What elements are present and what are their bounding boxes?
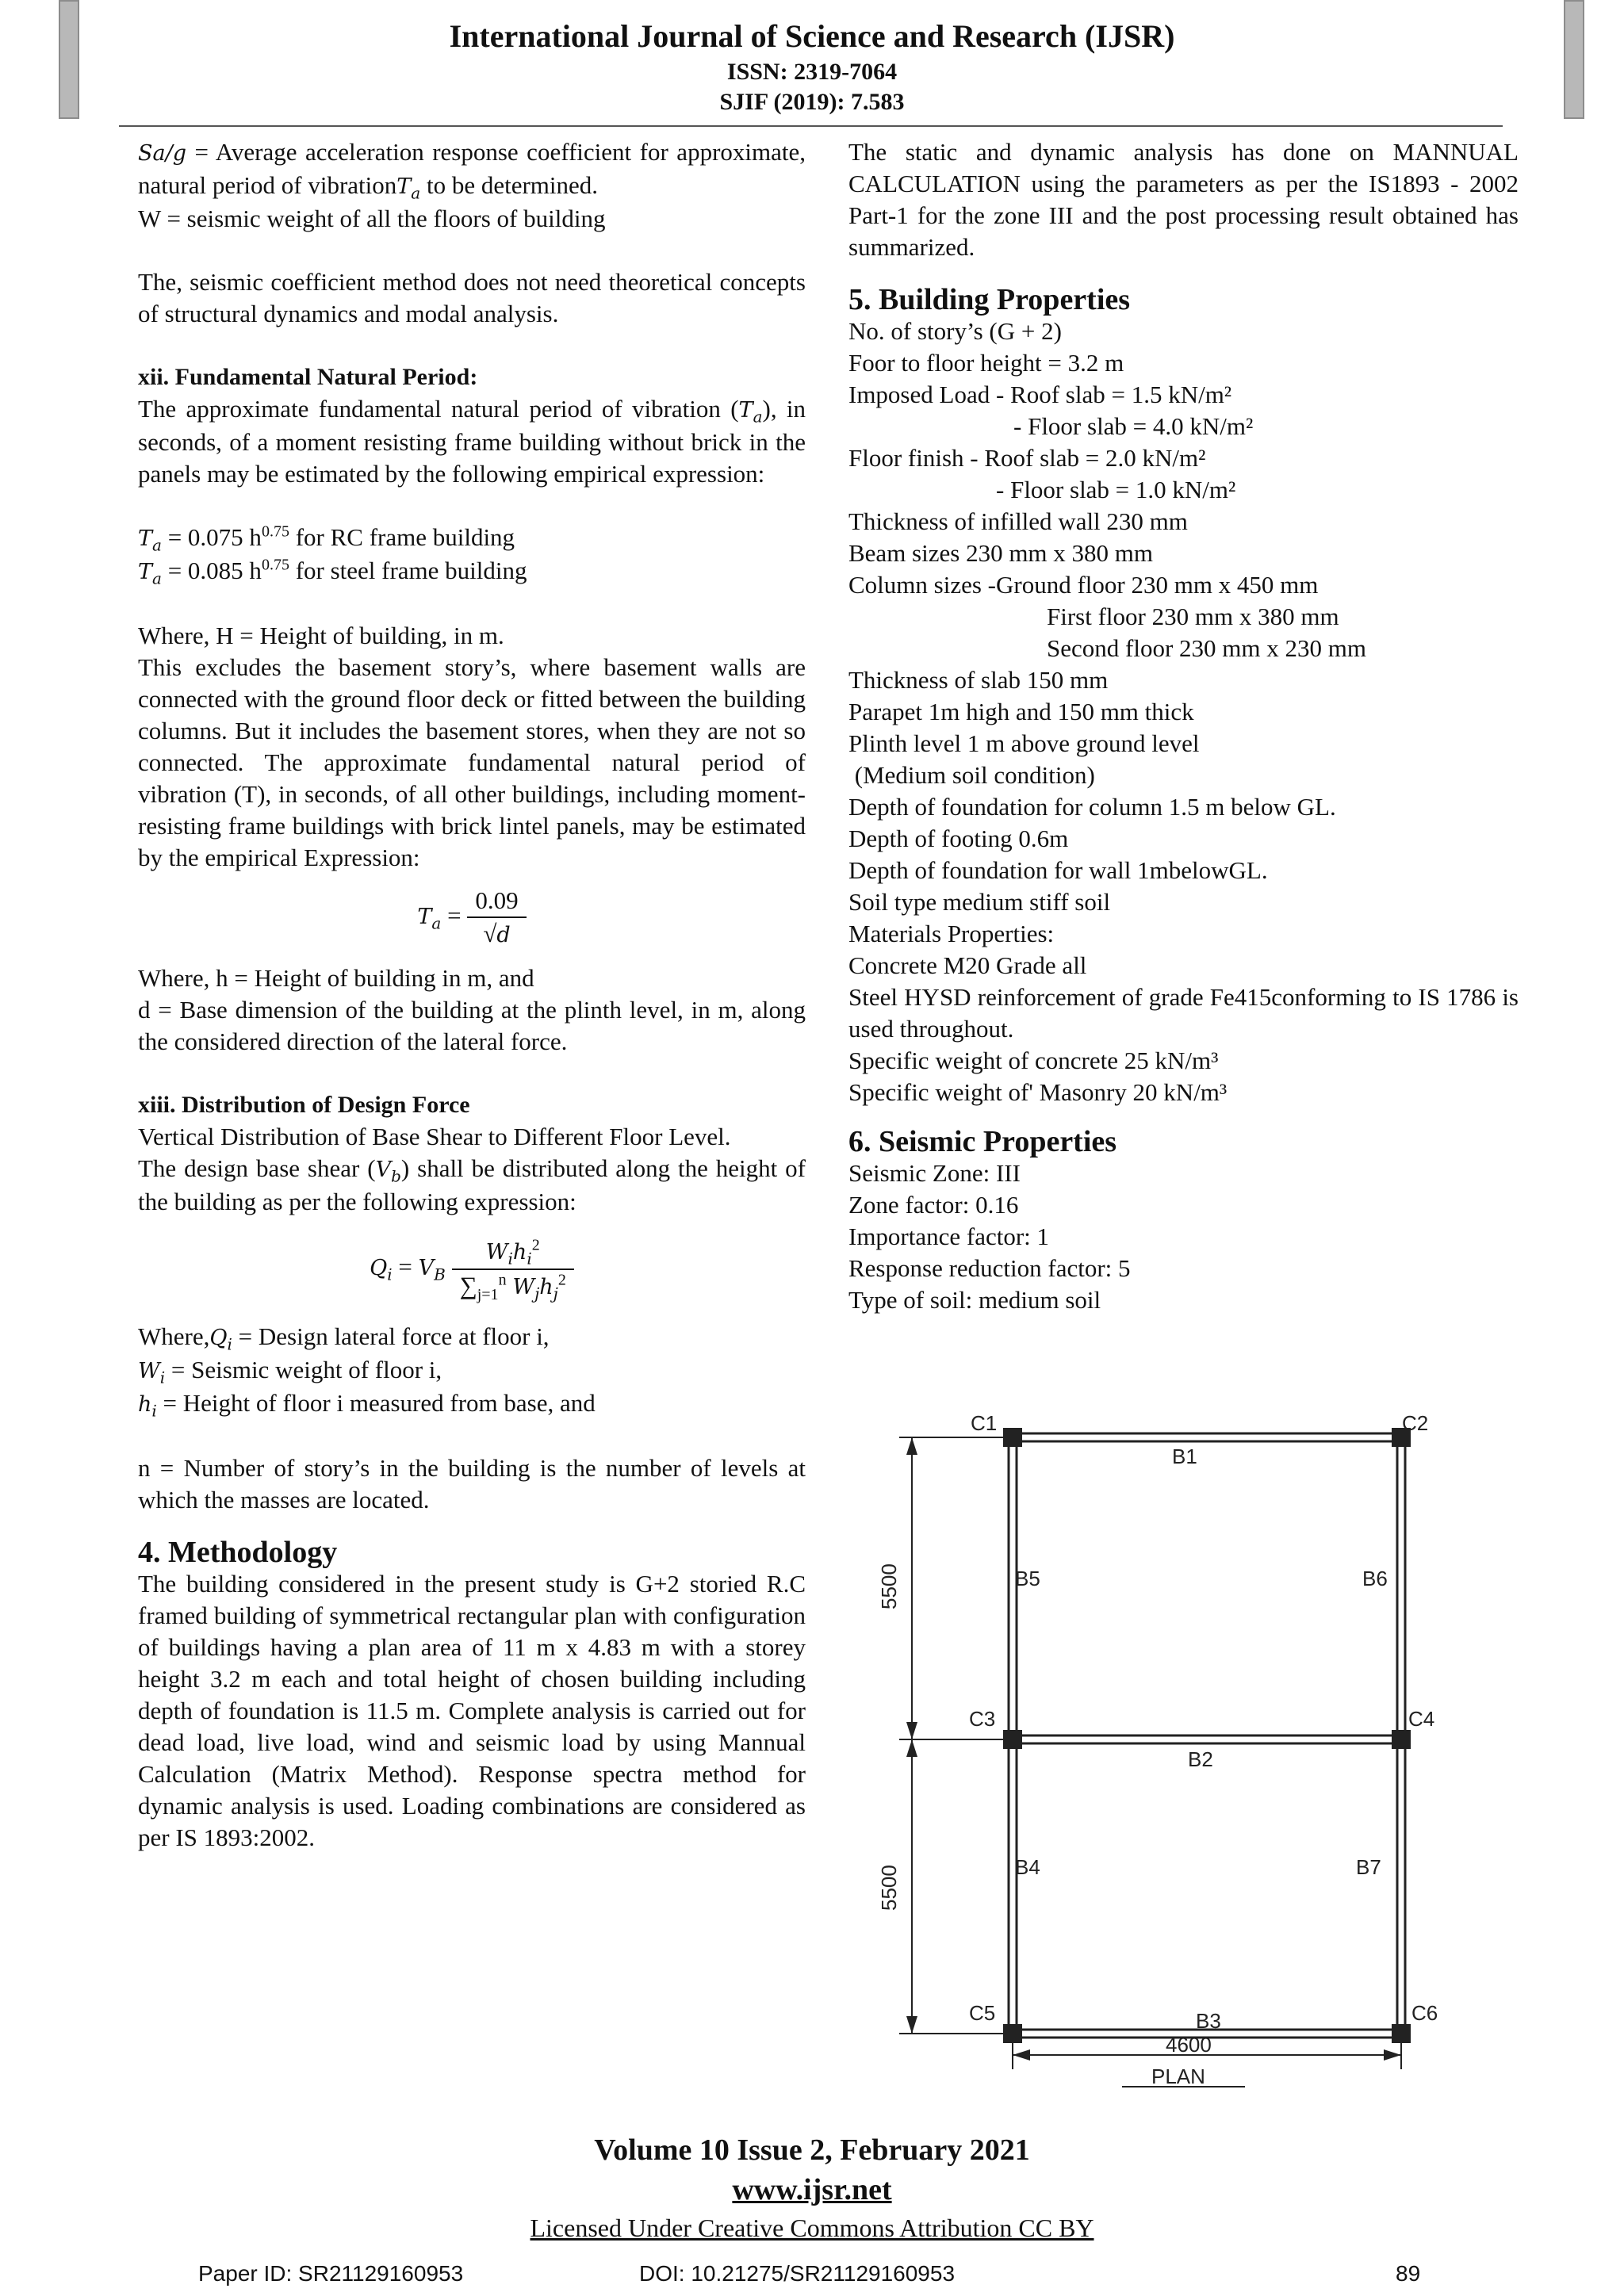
formula-ta-sqrt: $T_a$ = $\frac{0.09}{√d}$ [138,885,806,951]
footer-paper-id: Paper ID: SR21129160953 [198,2261,464,2286]
label-plan-caption: PLAN [1151,2064,1205,2088]
xiii-paragraph: The design base shear $(V_b)$ shall be distributed along the height of the building as per the following expression: [138,1154,806,1215]
label-c3: C3 [969,1707,996,1731]
subheading-xii: xii. Fundamental Natural Period: [138,364,478,390]
column-c5 [1003,2024,1022,2043]
intro-paragraph: The static and dynamic analysis has done on MANNUAL CALCULATION using the parameters as per the IS1893 - 2002 Part-1 for the zone III and the post processing result obtained has summarized. [848,138,1519,261]
prop-line: - Floor slab = 4.0 kN/m² [1013,412,1254,440]
where-wi: $W_i$ = Seismic weight of floor i, [138,1356,442,1387]
sag-definition: Sa/g = Average acceleration response coefficient for approximate, natural period of vibrationT$_a$ to be determined. [138,138,806,203]
prop-line: Thickness of infilled wall 230 mm [848,507,1188,535]
label-c2: C2 [1402,1411,1429,1435]
right-column [848,136,1519,1316]
prop-line: Imposed Load - Roof slab = 1.5 kN/m² [848,381,1232,408]
arrow-head [906,2016,917,2034]
column-c3 [1003,1730,1022,1749]
footer-site[interactable]: www.ijsr.net [732,2173,892,2206]
prop-line: Concrete M20 Grade all [848,951,1087,979]
d-definition: d = Base dimension of the building at the plinth level, in m, along the considered direction of the lateral force. [138,996,806,1055]
column-c1 [1003,1428,1022,1447]
prop-line: Depth of foundation for wall 1mbelowGL. [848,856,1268,884]
label-c1: C1 [971,1411,998,1435]
subheading-xiii: xiii. Distribution of Design Force [138,1092,470,1118]
label-span-upper: 5500 [877,1563,901,1609]
xii-paragraph: The approximate fundamental natural period of vibration $(T_a)$, in seconds, of a moment resisting frame building without brick in the panels may be estimated by the following empirical expression: [138,395,806,488]
footer-doi: DOI: 10.21275/SR21129160953 [639,2261,956,2286]
label-b7: B7 [1356,1855,1381,1879]
header-rule [119,125,1503,127]
issn: ISSN: 2319-7064 [726,59,898,85]
formula-steel: $T_a = 0.085$ $h^{0.75}$ for steel frame building [138,556,527,588]
prop-line: Specific weight of' Masonry 20 kN/m³ [848,1078,1228,1106]
prop-line: Second floor 230 mm x 230 mm [1047,634,1366,662]
building-properties-list [848,316,1519,1108]
label-span-lower: 5500 [877,1865,901,1911]
prop-line: Soil type medium stiff soil [848,888,1111,916]
prop-line: Specific weight of concrete 25 kN/m³ [848,1047,1219,1074]
column-c6 [1392,2024,1411,2043]
seismic-line: Zone factor: 0.16 [848,1191,1019,1219]
building-plan-drawing [877,1411,1491,2101]
prop-line: Depth of footing 0.6m [848,825,1069,852]
label-c4: C4 [1408,1707,1435,1731]
prop-line: Beam sizes 230 mm x 380 mm [848,539,1154,567]
n-definition: n = Number of story’s in the building is the number of levels at which the masses are located. [138,1454,806,1513]
coefficient-paragraph: The, seismic coefficient method does not need theoretical concepts of structural dynamics and modal analysis. [138,268,806,327]
label-c5: C5 [969,2001,996,2025]
label-b1: B1 [1172,1445,1197,1468]
prop-line: Floor finish - Roof slab = 2.0 kN/m² [848,444,1206,472]
section-5-heading: 5. Building Properties [848,283,1131,316]
label-b3: B3 [1196,2009,1221,2033]
footer-license: Licensed Under Creative Commons Attribution CC BY [530,2214,1094,2242]
basement-paragraph: This excludes the basement story’s, where basement walls are connected with the ground floor deck or fitted between the building columns. But it includes the basement stores, when they are not so connected. The approximate fundamental natural period of vibration (T), in seconds, of all other buildings, including moment-resisting frame buildings with brick lintel panels, may be estimated by the empirical Expression: [138,653,806,871]
prop-line: Materials Properties: [848,920,1055,947]
seismic-line: Response reduction factor: 5 [848,1254,1131,1282]
formula-rc: $T_a = 0.075$ $h^{0.75}$ for RC frame building [138,522,515,555]
label-width-dim: 4600 [1166,2033,1212,2057]
w-definition: W = seismic weight of all the floors of building [138,205,606,232]
label-c6: C6 [1411,2001,1438,2025]
left-column [138,136,806,1854]
column-c4 [1392,1730,1411,1749]
where-h2: Where, h = Height of building in m, and [138,964,534,992]
xiii-line1: Vertical Distribution of Base Shear to Different Floor Level. [138,1123,731,1150]
footer-page-number: 89 [1396,2261,1421,2286]
prop-line: - Floor slab = 1.0 kN/m² [996,476,1236,503]
where-height: Where, H = Height of building, in m. [138,622,504,649]
label-b2: B2 [1188,1747,1213,1771]
arrow-head [1013,2049,1030,2061]
where-hi: $h_i$ = Height of floor i measured from base, and [138,1389,596,1421]
section-4-heading: 4. Methodology [138,1536,338,1569]
methodology-paragraph: The building considered in the present study is G+2 storied R.C framed building of symmetrical rectangular plan with configuration of buildings having a plan area of 11 m x 4.83 m with a storey height 3.2 m each and total height of chosen building including depth of foundation is 11.5 m. Complete analysis is carried out for dead load, live load, wind and seismic load by using Mannual Calculation (Matrix Method). Response spectra method for dynamic analysis is used. Loading combinations are considered as per IS 1893:2002. [138,1570,806,1851]
prop-line: Thickness of slab 150 mm [848,666,1109,694]
sjif: SJIF (2019): 7.583 [719,89,905,115]
label-b6: B6 [1362,1567,1388,1590]
seismic-properties-list [848,1158,1519,1316]
prop-line: Foor to floor height = 3.2 m [848,349,1124,377]
footer-volume: Volume 10 Issue 2, February 2021 [594,2133,1030,2167]
arrow-head [906,1739,917,1757]
label-b4: B4 [1015,1855,1040,1879]
prop-line: Depth of foundation for column 1.5 m below GL. [848,793,1336,821]
prop-line: Plinth level 1 m above ground level [848,729,1200,757]
prop-line: Steel HYSD reinforcement of grade Fe415conforming to IS 1786 is used throughout. [848,983,1519,1043]
seismic-line: Seismic Zone: III [848,1159,1021,1187]
prop-line: Parapet 1m high and 150 mm thick [848,698,1194,725]
prop-line: First floor 230 mm x 380 mm [1047,603,1339,630]
where-qi: $Where,Q_i$ = Design lateral force at floor i, [138,1322,550,1354]
journal-title: International Journal of Science and Research (IJSR) [449,18,1175,54]
prop-line: No. of story’s (G + 2) [848,317,1062,345]
arrow-head [1384,2049,1401,2061]
seismic-line: Importance factor: 1 [848,1223,1050,1250]
seismic-line: Type of soil: medium soil [848,1286,1101,1314]
label-b5: B5 [1015,1567,1040,1590]
prop-line: Column sizes -Ground floor 230 mm x 450 mm [848,571,1319,599]
arrow-head [906,1722,917,1739]
formula-qi: $Q_i = V_B$ $\frac{W_ih_i^2}{\sum_{j=1}^n W_jh_j^2}$ [138,1235,806,1303]
arrow-head [906,1437,917,1455]
section-6-heading: 6. Seismic Properties [848,1125,1117,1158]
prop-line: (Medium soil condition) [848,761,1095,789]
